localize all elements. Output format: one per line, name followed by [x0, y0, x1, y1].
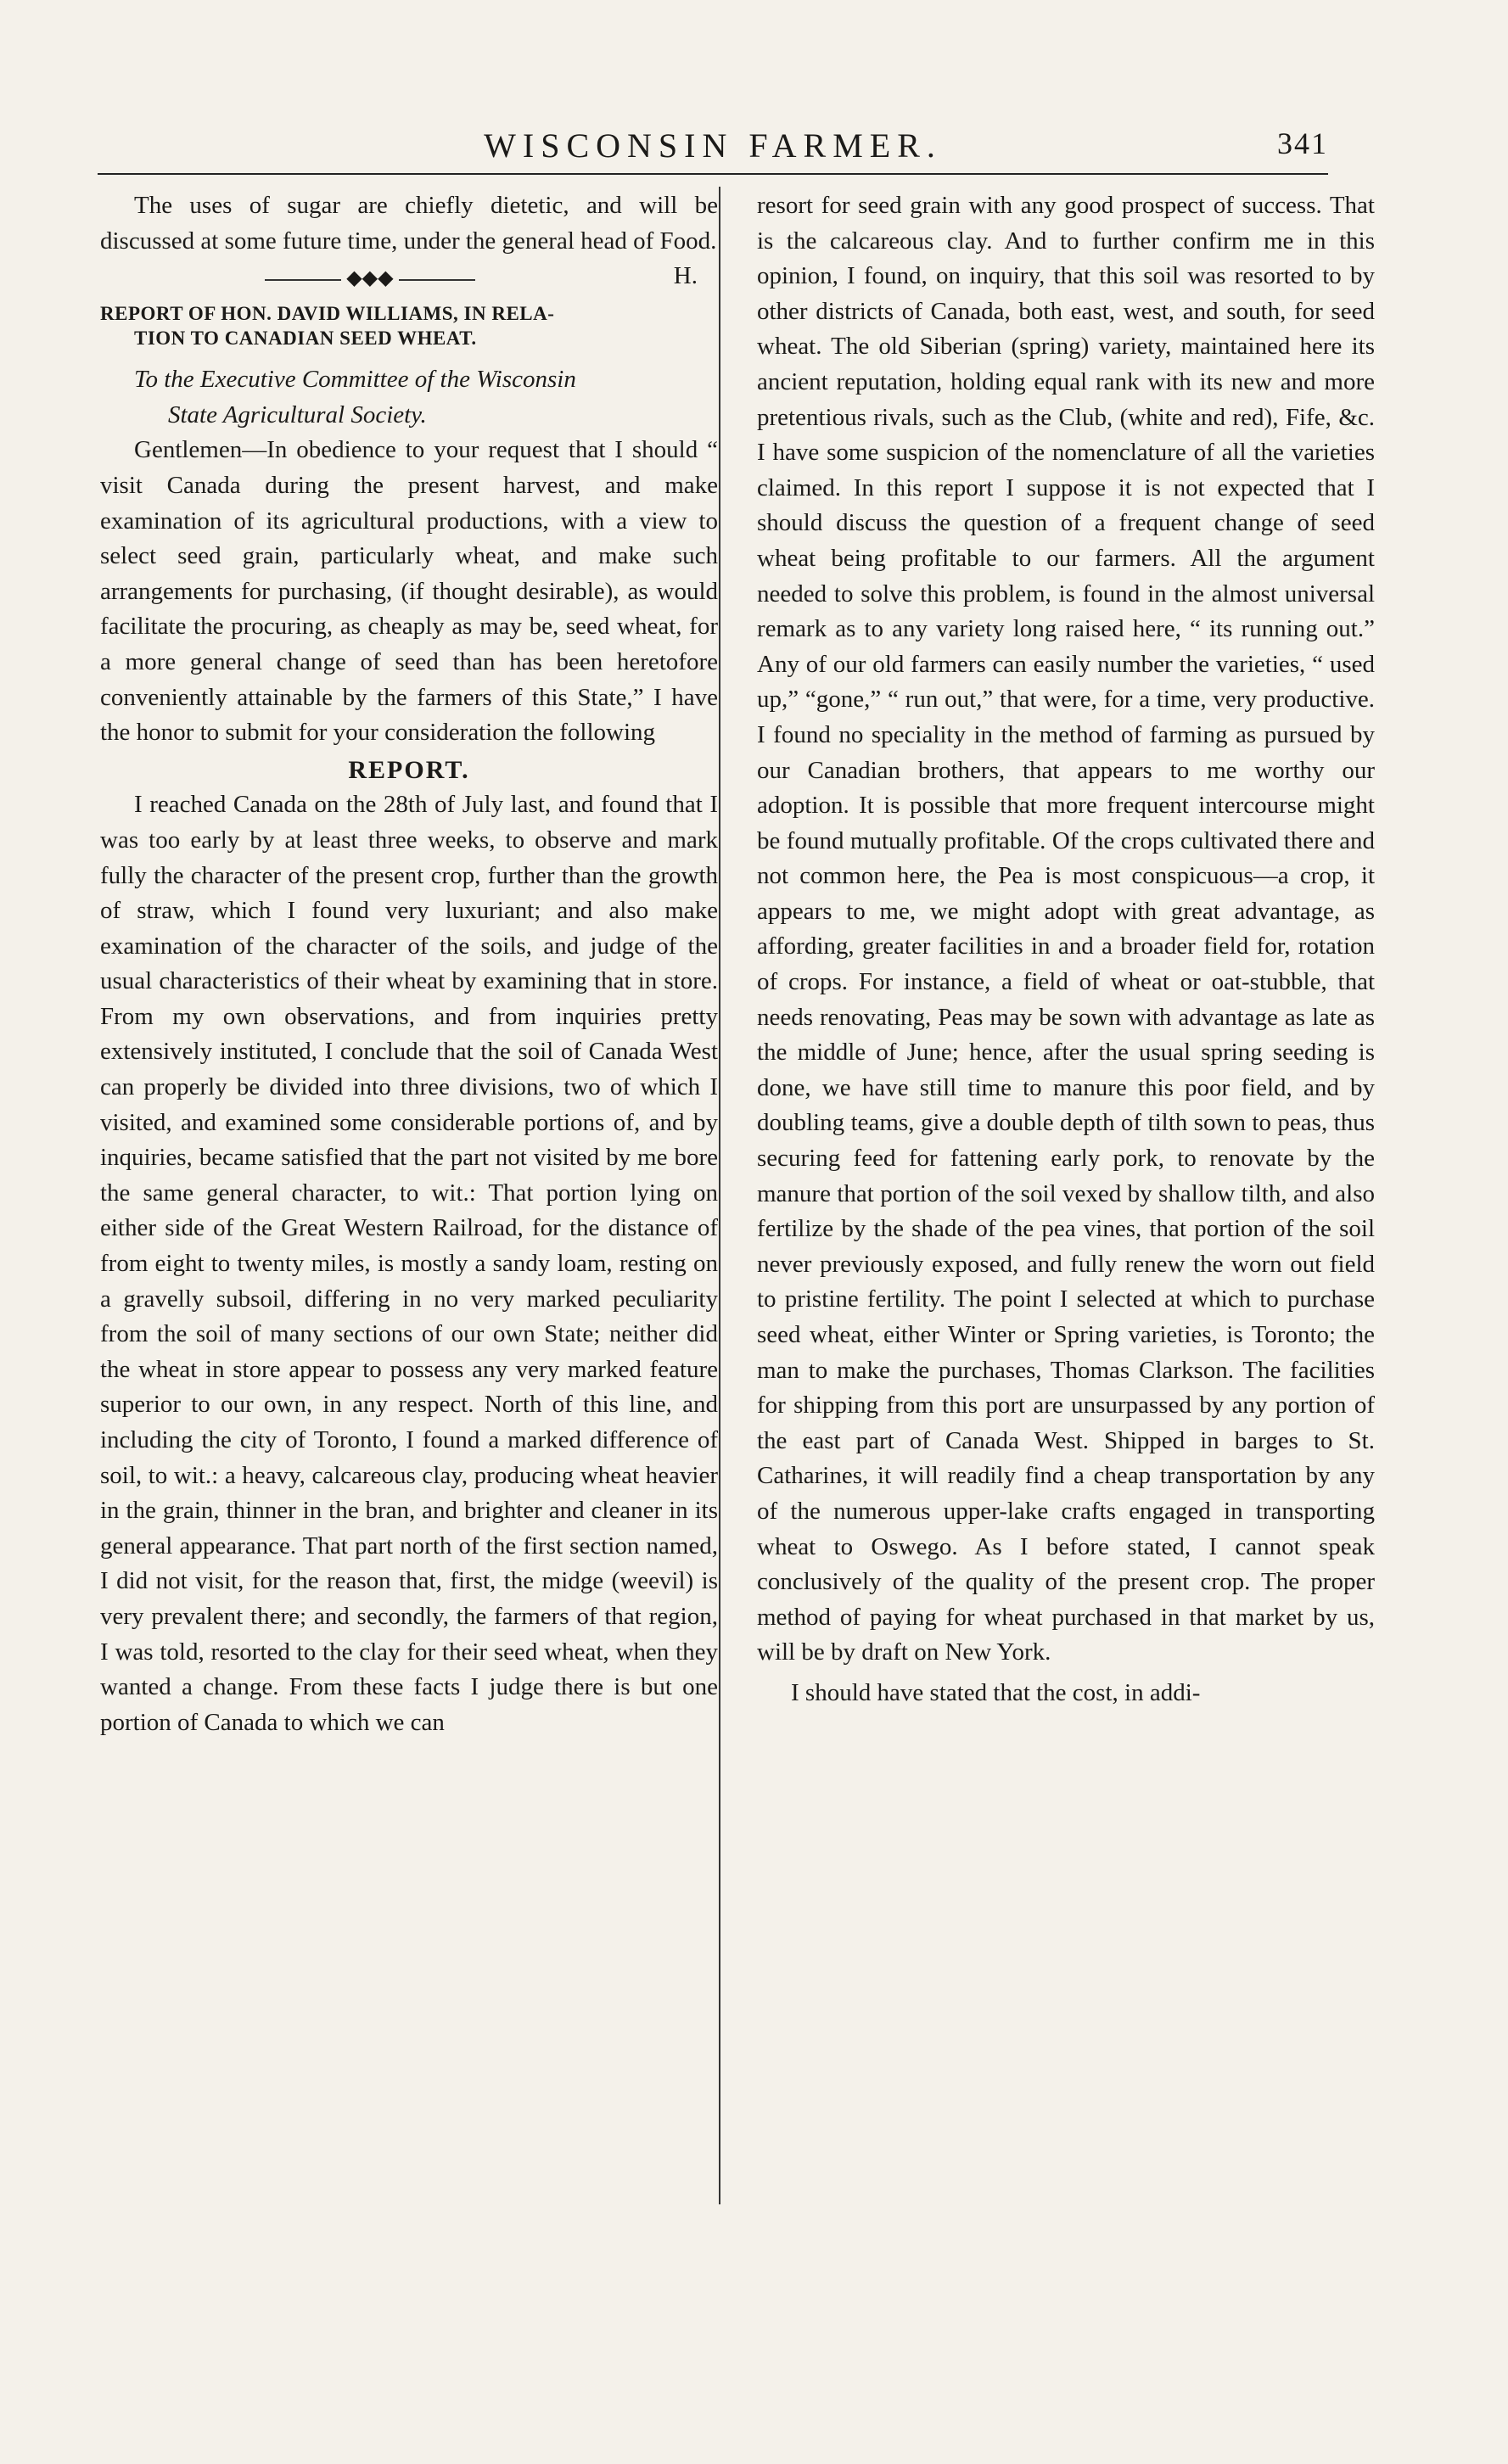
salutation-paragraph: Gentlemen—In obedience to your request that I should “ visit Canada during the present harvest, and make examination of its agricultural productions, with a view to select seed grain, particularly wheat, and make such arrangements for purchasing, (if thought desirable), as would facilitate the procuring, as cheaply as may be, seed wheat, for a more general change of seed than has been heretofore conveniently attainable by the farmers of this State,” I have the honor to submit for your consideration the following — [100, 436, 718, 747]
final-paragraph: I should have stated that the cost, in addi- — [791, 1678, 1201, 1706]
header-rule — [98, 173, 1328, 175]
continued-paragraph: resort for seed grain with any good prospect of success. That is the calcareous clay. And to further confirm me in this opinion, I found, on inquiry, that this soil was resorted to by other districts of Canada, both east, west, and south, for seed wheat. The old Siberian (spring) variety, maintained here its ancient reputation, holding equal rank with its new and more pretentious rivals, such as the Club, (white and red), Fife, &c. I have some suspicion of the nomenclature of all the varieties claimed. In this report I suppose it is not expected that I should discuss the question of a frequent change of seed wheat being profitable to our farmers. All the argument needed to solve this problem, is found in the almost universal remark as to any variety long raised here, “ its running out.” Any of our old farmers can easily number the varieties, “ used up,” “gone,” “ run out,” that were, for a time, very productive. I found no speciality in the method of farming as pursued by our Canadian brothers, that appears to me worthy our adoption. It is possible that more frequent intercourse might be found mutually profitable. Of the crops cultivated there and not common here, the Pea is most conspicuous—a crop, it appears to me, we might adopt with great advantage, as affording, greater facilities in and a broader field for, rotation of crops. For instance, a field of wheat or oat-stubble, that needs renovating, Peas may be sown with advantage as late as the middle of June; hence, after the usual spring seeding is done, we have still time to manure this poor field, and by doubling teams, give a double depth of tilth sown to peas, thus securing feed for fattening early pork, to renovate by the manure that portion of the soil vexed by shallow tilth, and also fertilize by the shade of the pea vines, that portion of the soil never previously exposed, and fully renew the worn out field to pristine fertility. The point I selected at which to purchase seed wheat, either Winter or Spring varieties, is Toronto; the man to make the purchases, Thomas Clarkson. The facilities for shipping from this port are unsurpassed by any portion of the east part of Canada West. Shipped in barges to St. Catharines, it will readily find a cheap transportation by any of the numerous upper-lake crafts engaged in transporting wheat to Oswego. As I before stated, I cannot speak conclusively of the quality of the present crop. The proper method of paying for wheat purchased in that market by us, will be by draft on New York. — [757, 192, 1375, 1666]
article-heading-line2: TION TO CANADIAN SEED WHEAT. — [134, 328, 477, 350]
running-head — [98, 126, 1328, 168]
left-column — [100, 188, 718, 1740]
section-divider-ornament: ◆◆◆ — [100, 266, 718, 291]
intro-paragraph — [100, 188, 718, 290]
report-paragraph: I reached Canada on the 28th of July last, and found that I was too early by at least three weeks, to observe and mark fully the character of the present crop, further than the growth of straw, which I found very luxuriant; and also make examination of the character of the soils, and judge of the usual characteristics of their wheat by examining that in store. From my own observations, and from inquiries pretty extensively instituted, I conclude that the soil of Canada West can properly be divided into three divisions, two of which I visited, and examined some considerable portions of, and by inquiries, became satisfied that the part not visited by me bore the same general character, to wit.: That portion lying on either side of the Great Western Railroad, for the distance of from eight to twenty miles, is mostly a sandy loam, resting on a gravelly subsoil, differing in no very marked peculiarity from the soil of many sections of our own State; neither did the wheat in store appear to possess any very marked feature superior to our own, in any respect. North of this line, and including the city of Toronto, I found a marked difference of soil, to wit.: a heavy, calcareous clay, producing wheat heavier in the grain, thinner in the bran, and brighter and cleaner in its general appearance. That part north of the first section named, I did not visit, for the reason that, first, the midge (weevil) is very prevalent there; and secondly, the farmers of that region, I was told, resorted to the clay for their seed wheat, when they wanted a change. From these facts I judge there is but one portion of Canada to which we can — [100, 791, 718, 1736]
publication-title: WISCONSIN FARMER. — [484, 126, 942, 165]
right-column — [757, 188, 1375, 1711]
address-block — [100, 362, 718, 433]
address-line1: To the Executive Committee of the Wisconsin — [134, 366, 576, 394]
article-heading — [100, 301, 718, 350]
column-rule — [719, 187, 720, 2204]
report-section-title: REPORT. — [348, 755, 470, 784]
address-line2: State Agricultural Society. — [168, 400, 427, 428]
intro-signature: H. — [673, 262, 698, 290]
page-number: 341 — [1277, 126, 1328, 160]
intro-text: The uses of sugar are chiefly dietetic, and will be discussed at some future time, under the general head of Food. — [100, 192, 718, 255]
article-heading-line1: REPORT OF HON. DAVID WILLIAMS, IN RELA- — [100, 303, 555, 325]
